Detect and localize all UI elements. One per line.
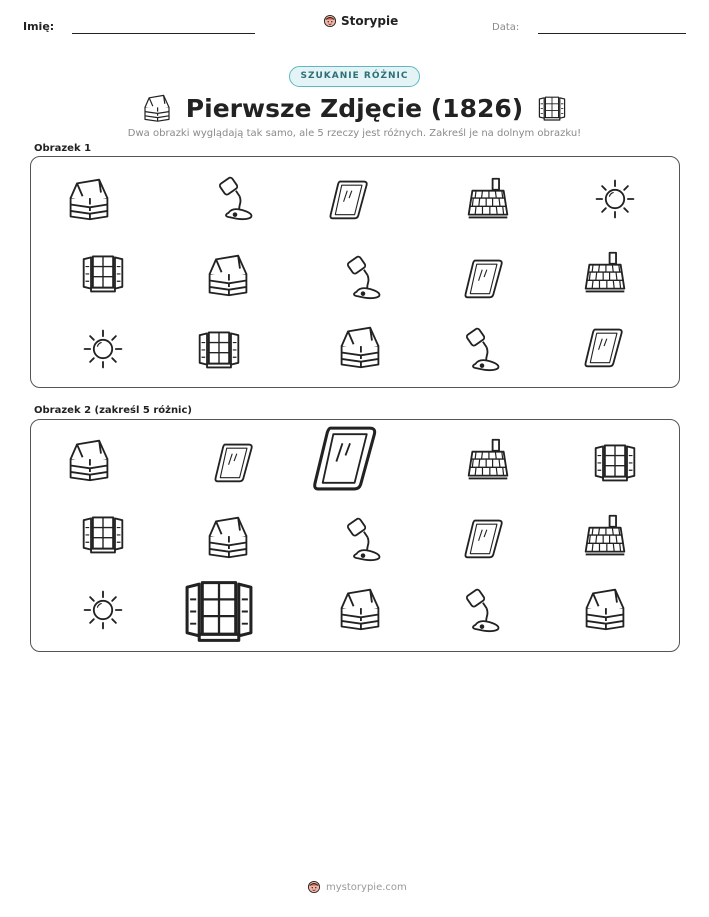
chest-icon: [66, 176, 112, 222]
roof-icon[interactable]: [465, 437, 511, 483]
roof-icon: [582, 250, 628, 296]
name-label: Imię:: [23, 20, 55, 33]
plate-icon: [582, 324, 628, 370]
chest-icon[interactable]: [205, 514, 251, 560]
instructions: Dwa obrazki wyglądają tak samo, ale 5 rzeczy jest różnych. Zakreśl je na dolnym obrazku!: [127, 128, 582, 139]
picture-panel-2[interactable]: [30, 419, 680, 652]
chest-icon: [142, 93, 172, 123]
chest-icon: [337, 324, 383, 370]
window-icon: [196, 326, 242, 372]
roof-icon: [465, 176, 511, 222]
window-icon[interactable]: [181, 572, 257, 648]
window-icon[interactable]: [592, 439, 638, 485]
window-icon: [80, 250, 126, 296]
footer: [307, 880, 407, 894]
window-icon[interactable]: [80, 511, 126, 557]
sun-icon: [80, 326, 126, 372]
bottle-icon: [459, 327, 505, 373]
plate-icon[interactable]: [309, 419, 385, 495]
plate-icon[interactable]: [212, 439, 258, 485]
bottle-icon: [340, 255, 386, 301]
panel-1-label: Obrazek 1: [34, 143, 92, 154]
plate-icon: [327, 176, 373, 222]
bottle-icon: [212, 176, 258, 222]
picture-panel-1: [30, 156, 680, 388]
sun-icon: [592, 176, 638, 222]
bottle-icon[interactable]: [340, 517, 386, 563]
panel-2-label: Obrazek 2 (zakreśl 5 różnic): [34, 405, 192, 416]
date-input-line[interactable]: [538, 33, 686, 34]
chest-icon: [205, 252, 251, 298]
brand-logo: [323, 14, 398, 28]
date-label: Data:: [492, 22, 520, 33]
name-input-line[interactable]: [72, 33, 255, 34]
storypie-logo-icon: [323, 14, 337, 28]
activity-badge: SZUKANIE RÓŻNIC: [289, 66, 419, 87]
brand-name: Storypie: [341, 14, 399, 28]
plate-icon[interactable]: [462, 515, 508, 561]
window-icon: [537, 93, 567, 123]
chest-icon[interactable]: [337, 586, 383, 632]
page-title: Pierwsze Zdjęcie (1826): [185, 93, 524, 123]
chest-icon[interactable]: [66, 437, 112, 483]
sun-icon[interactable]: [80, 587, 126, 633]
bottle-icon[interactable]: [459, 588, 505, 634]
roof-icon[interactable]: [582, 513, 628, 559]
footer-url[interactable]: mystorypie.com: [326, 881, 407, 893]
storypie-logo-icon: [307, 880, 321, 894]
chest-icon[interactable]: [582, 586, 628, 632]
plate-icon: [462, 255, 508, 301]
